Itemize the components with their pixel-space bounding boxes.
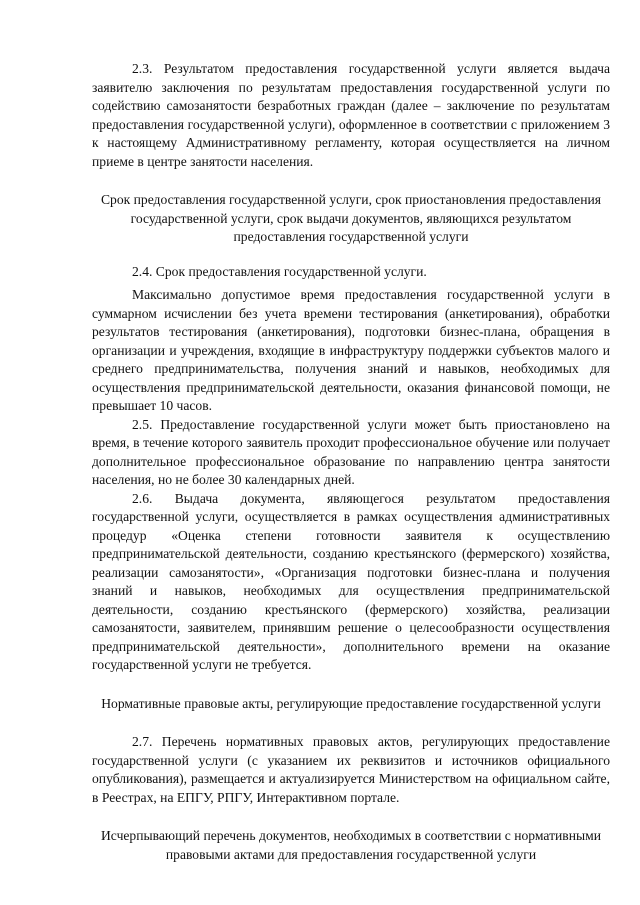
document-body xyxy=(92,60,610,864)
paragraph-2-4-body: Максимально допустимое время предоставления государственной услуги в суммарном исчислении без учета времени тестирования (анкетирования), обработки результатов тестирования (анкетирования), подготовки бизнес-плана, обращения в организации и учреждения, входящие в инфраструктуру поддержки субъектов малого и среднего предпринимательства, получения знаний и навыков, необходимых для осуществления предпринимательской деятельности, оказания финансовой помощи, не превышает 10 часов. xyxy=(92,287,610,413)
paragraph-2-6: 2.6. Выдача документа, являющегося результатом предоставления государственной услуги, осуществляется в рамках осуществления административных процедур «Оценка степени готовности заявителя к осуществлению предпринимательской деятельности, созданию крестьянского (фермерского) хозяйства, реализации самозанятости», «Организация подготовки бизнес-плана и получения знаний и навыков, необходимых для осуществления предпринимательской деятельности, созданию крестьянского (фермерского) хозяйства, реализации самозанятости, заявителем, принявшим решение о целесообразности осуществления предпринимательской деятельности», дополнительного времени на оказание государственной услуги не требуется. xyxy=(92,490,610,672)
paragraph-2-4: 2.4. Срок предоставления государственной услуги. xyxy=(132,263,427,279)
paragraph-2-7: 2.7. Перечень нормативных правовых актов, регулирующих предоставление государственной услуги (с указанием их реквизитов и источников официального опубликования), размещается и актуализируется Министерством на официальном сайте, в Реестрах, на ЕПГУ, РПГУ, Интерактивном портале. xyxy=(92,734,610,805)
paragraph-2-5: 2.5. Предоставление государственной услуги может быть приостановлено на время, в течение которого заявитель проходит профессиональное обучение или получает дополнительное профессиональное образование по направлению центра занятости населения, но не более 30 календарных дней. xyxy=(92,416,610,487)
paragraph-2-3: 2.3. Результатом предоставления государственной услуги является выдача заявителю заключения по результатам предоставления государственной услуги по содействию самозанятости безработных граждан (далее – заключение по результатам предоставления государственной услуги), оформленное в соответствии с приложением 3 к настоящему Административному регламенту, которая осуществляется на личном приеме в центре занятости населения. xyxy=(92,61,610,169)
section-heading-documents: Исчерпывающий перечень документов, необходимых в соответствии с нормативными правовыми актами для предоставления государственной услуги xyxy=(100,828,601,862)
section-heading-terms: Срок предоставления государственной услуги, срок приостановления предоставления государственной услуги, срок выдачи документов, являющихся результатом предоставления государственной услуги xyxy=(100,192,602,244)
section-heading-legal-acts: Нормативные правовые акты, регулирующие предоставление государственной услуги xyxy=(101,695,601,711)
